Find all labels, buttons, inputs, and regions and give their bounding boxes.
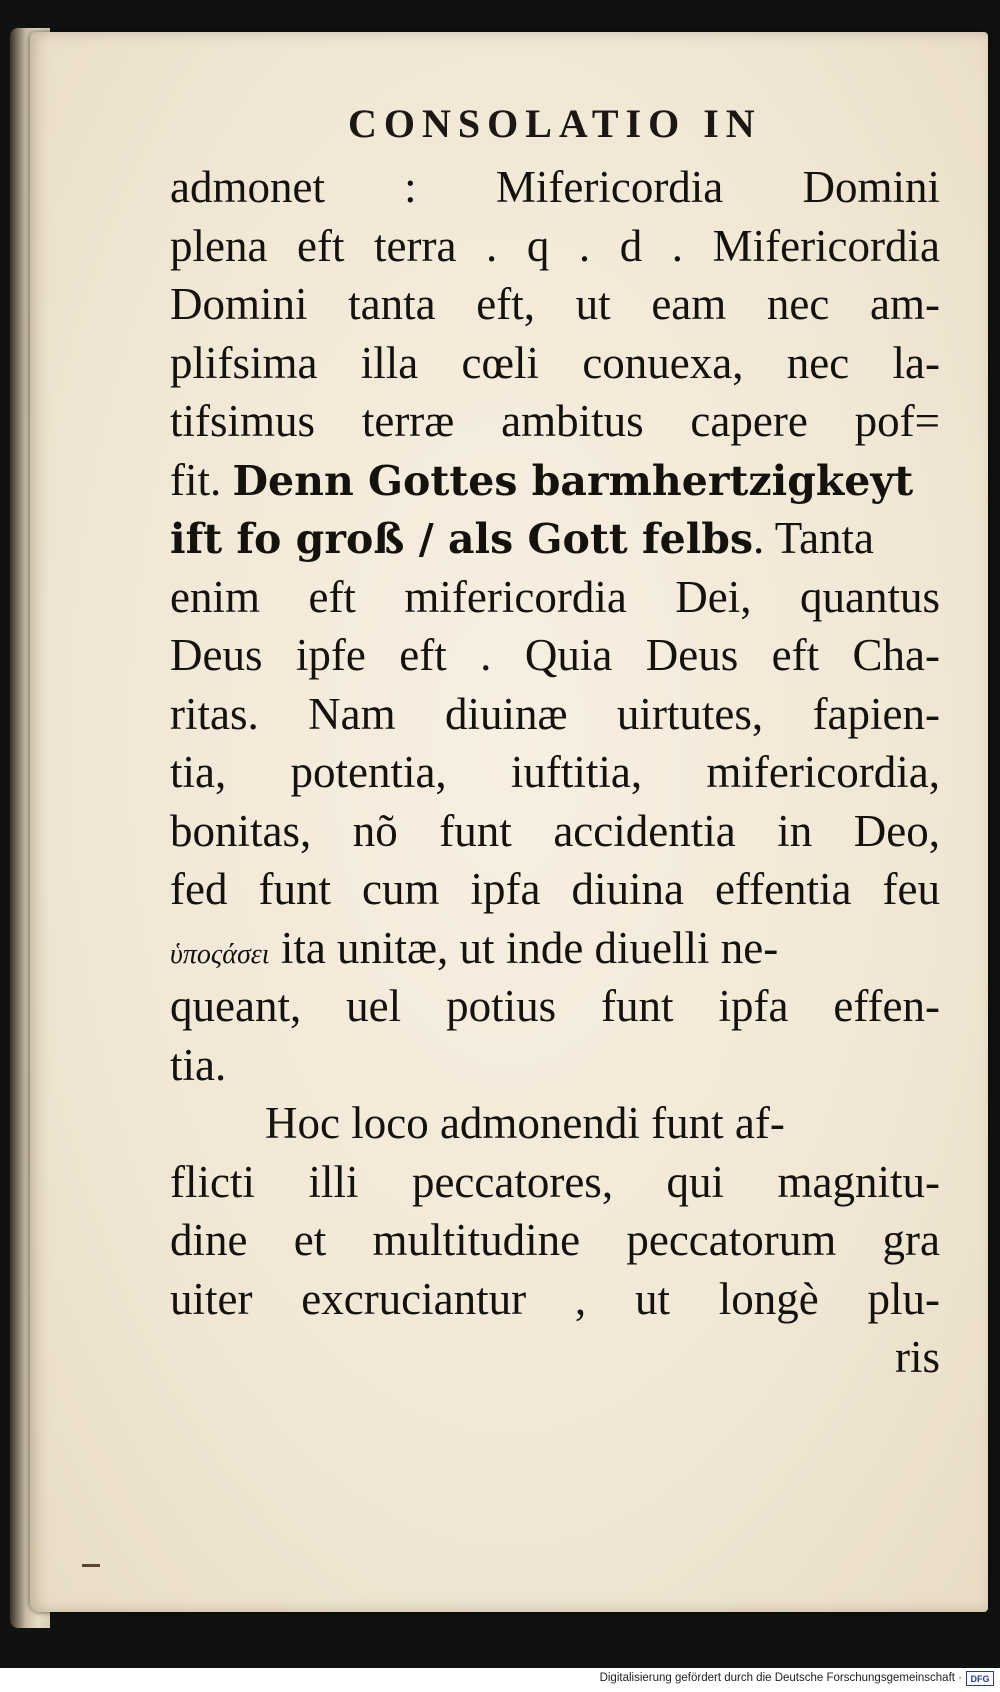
text-line: ritas. Nam diuinæ uirtutes, fapien- xyxy=(170,688,940,739)
text-line: tia, potentia, iuftitia, mifericordia, xyxy=(170,747,940,797)
text-line: fed funt cum ipfa diuina effentia feu xyxy=(170,864,940,914)
body-text xyxy=(170,158,940,1387)
ink-mark xyxy=(82,1564,100,1567)
text-line: flicti illi peccatores, qui magnitu- xyxy=(170,1156,940,1207)
text-line: Deus ipfe eft . Quia Deus eft Cha- xyxy=(170,630,940,680)
catchword: ris xyxy=(895,1332,940,1382)
text-line: fit. Denn Gottes barmhertzigkeyt xyxy=(170,454,914,505)
text-line: ὑποςάσει ita unitæ, ut inde diuelli ne- xyxy=(170,922,779,973)
text-line: admonet : Mifericordia Domini xyxy=(170,162,940,212)
dfg-logo: DFG xyxy=(966,1671,994,1686)
text-line: tia. xyxy=(170,1039,227,1090)
running-head: CONSOLATIO IN xyxy=(348,101,762,146)
text-line: Hoc loco admonendi funt af- xyxy=(265,1098,785,1148)
text-line: plena eft terra . q . d . Mifericordia xyxy=(170,220,940,271)
text-line: bonitas, nõ funt accidentia in Deo, xyxy=(170,805,940,856)
text-line: uiter excruciantur , ut longè plu- xyxy=(170,1273,940,1324)
text-line: enim eft mifericordia Dei, quantus xyxy=(170,571,940,622)
text-line: Domini tanta eft, ut eam nec am- xyxy=(170,279,940,329)
text-line: plifsima illa cœli conuexa, nec la- xyxy=(170,337,940,388)
text-line: queant, uel potius funt ipfa effen- xyxy=(170,981,940,1031)
greek-text: ὑποςάσει xyxy=(170,938,270,970)
blackletter-text: ift fo groß / als Gott felbs xyxy=(170,515,754,563)
text-line: dine et multitudine peccatorum gra xyxy=(170,1215,940,1265)
blackletter-text: Denn Gottes barmhertzigkeyt xyxy=(232,456,914,505)
text-line: ift fo groß / als Gott felbs. Tanta xyxy=(170,513,875,563)
funding-credit: Digitalisierung gefördert durch die Deutsche Forschungsgemeinschaft · xyxy=(599,1672,962,1684)
text-line: tifsimus terræ ambitus capere pof= xyxy=(170,396,940,446)
